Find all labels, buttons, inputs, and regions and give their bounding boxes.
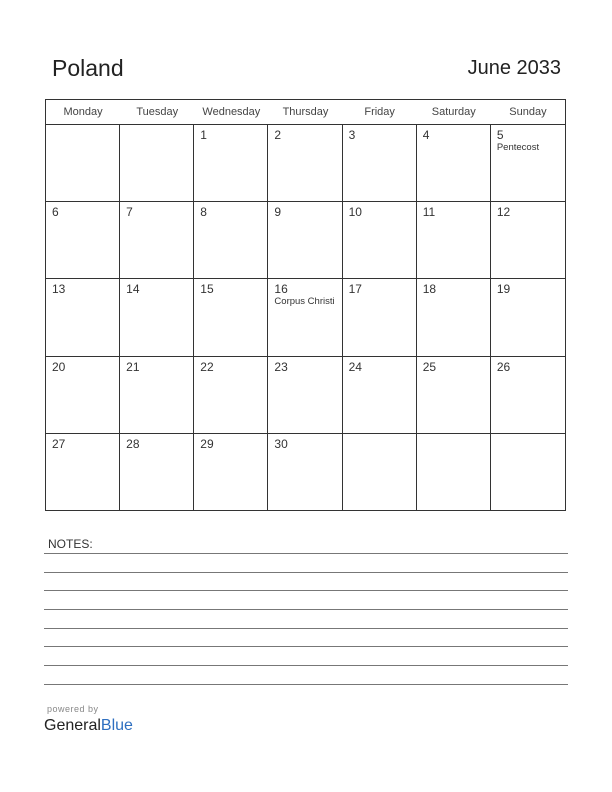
day-number: 12 [496,205,511,220]
calendar-grid [45,99,566,511]
day-number: 14 [126,282,140,297]
day-cell [268,357,342,434]
day-number: 26 [496,359,511,374]
notes-line [44,665,568,666]
day-number: 17 [348,282,362,297]
day-cell [46,202,120,279]
day-cell [417,202,491,279]
notes-line [44,572,568,573]
day-cell [120,125,194,202]
day-number: 13 [52,282,66,297]
day-cell [120,434,194,511]
notes-line [44,646,568,647]
day-number: 21 [126,359,140,374]
day-number: 16 [274,282,288,297]
day-number: 30 [274,436,288,451]
day-number: 22 [200,359,214,374]
day-number: 6 [52,205,59,220]
day-cell [194,434,268,511]
day-cell [343,357,417,434]
notes-line [44,628,568,629]
country-title: Poland [52,55,124,81]
day-cell [417,357,491,434]
day-number: 28 [126,436,140,451]
weekday-saturday: Saturday [431,106,476,118]
weekday-sunday: Sunday [509,106,547,118]
day-cell [120,202,194,279]
day-number: 29 [200,436,214,451]
weekday-header-row [46,100,565,125]
notes-line [44,609,568,610]
day-cell [343,279,417,356]
day-cell [417,434,491,511]
notes-line [44,684,568,685]
day-cell [194,279,268,356]
brand-blue: Blue [100,717,133,734]
day-cell [268,279,342,356]
day-number: 8 [200,205,207,220]
notes-line [44,553,568,554]
weekday-friday: Friday [364,106,395,118]
notes-line [44,590,568,591]
day-cell [417,125,491,202]
weekday-wednesday: Wednesday [202,106,261,118]
holiday-label: Pentecost [496,142,540,153]
day-cell [491,434,565,511]
notes-label: NOTES: [48,537,93,551]
day-number: 2 [274,128,282,142]
weekday-monday: Monday [63,106,103,118]
day-number: 9 [274,205,282,220]
day-cell [343,434,417,511]
day-number: 1 [200,128,207,142]
day-cell [268,202,342,279]
powered-by-text: powered by [47,704,99,714]
day-number: 23 [274,359,288,374]
day-number: 15 [200,282,214,297]
month-year-title: June 2033 [467,57,561,79]
day-cell [46,434,120,511]
day-number: 7 [126,205,133,220]
day-number: 10 [348,205,362,220]
day-cell [120,279,194,356]
day-cell [268,125,342,202]
day-cell [343,125,417,202]
day-number: 24 [348,359,362,374]
day-number: 3 [348,128,356,142]
day-number: 18 [422,282,437,297]
day-number: 27 [52,436,66,451]
day-number: 4 [422,128,430,142]
day-cell [491,125,565,202]
day-number: 11 [422,205,436,220]
weekday-tuesday: Tuesday [136,106,179,118]
day-number: 5 [496,128,504,142]
weekday-thursday: Thursday [282,106,329,118]
day-cell [194,125,268,202]
day-number: 25 [422,359,437,374]
day-cell [343,202,417,279]
day-cells [46,125,565,511]
generalblue-logo[interactable] [44,717,133,735]
day-cell [120,357,194,434]
day-number: 19 [496,282,511,297]
day-cell [268,434,342,511]
day-cell [417,279,491,356]
day-cell [491,202,565,279]
holiday-label: Corpus Christi [274,296,335,308]
day-cell [46,279,120,356]
day-cell [194,357,268,434]
brand-general: General [44,717,101,734]
day-number: 20 [52,359,66,374]
day-cell [46,357,120,434]
day-cell [46,125,120,202]
day-cell [491,279,565,356]
day-cell [491,357,565,434]
day-cell [194,202,268,279]
